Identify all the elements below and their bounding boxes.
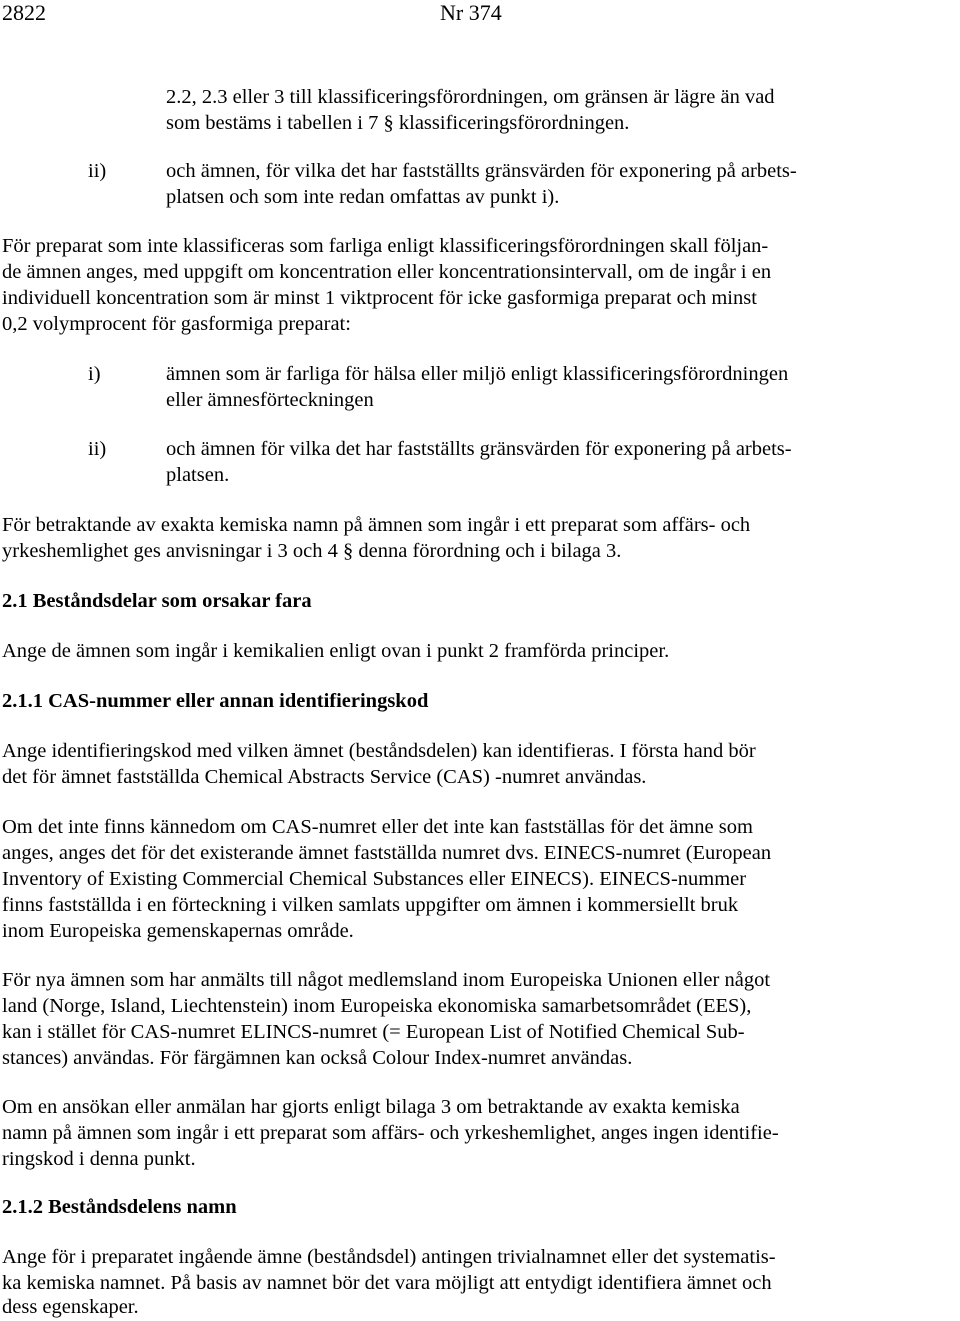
text-line: land (Norge, Island, Liechtenstein) inom Europeiska ekonomiska samarbetsområdet (EES), [2,995,752,1017]
text-line: anges, anges det för det existerande ämnet fastställda numret dvs. EINECS-numret (European [2,842,772,864]
text-line: eller ämnesförteckningen [166,389,374,411]
text-line: ämnen som är farliga för hälsa eller miljö enligt klassificeringsförordningen [166,363,789,385]
text-line: ringskod i denna punkt. [2,1148,196,1170]
text-line: finns fastställda i en förteckning i vilken samlats uppgifter om ämnen i kommersiellt bruk [2,894,739,916]
text-line: namn på ämnen som ingår i ett preparat som affärs- och yrkeshemlighet, anges ingen identifie- [2,1122,779,1144]
text-line: det för ämnet fastställda Chemical Abstracts Service (CAS) -numret användas. [2,766,647,788]
text-line: Ange för i preparatet ingående ämne (beståndsdel) antingen trivialnamnet eller det systematis- [2,1246,776,1268]
text-line: För nya ämnen som har anmälts till något medlemsland inom Europeiska Unionen eller något [2,969,771,991]
page-number: 2822 [2,0,46,25]
text-line: som bestäms i tabellen i 7 § klassificeringsförordningen. [166,112,630,134]
text-line: ka kemiska namnet. På basis av namnet bör det vara möjligt att entydigt identifiera ämnet och [2,1272,772,1294]
text-line: Om det inte finns kännedom om CAS-numret eller det inte kan fastställas för det ämne som [2,816,753,838]
text-line: Ange identifieringskod med vilken ämnet (beståndsdelen) kan identifieras. I första hand bör [2,740,756,762]
text-line: Om en ansökan eller anmälan har gjorts enligt bilaga 3 om betraktande av exakta kemiska [2,1096,740,1118]
section-heading: 2.1 Beståndsdelar som orsakar fara [2,590,312,612]
text-line: inom Europeiska gemenskapernas område. [2,920,354,942]
list-marker: ii) [88,438,107,460]
list-marker: i) [88,363,101,385]
text-line: stances) användas. För färgämnen kan också Colour Index-numret användas. [2,1047,633,1069]
text-line: yrkeshemlighet ges anvisningar i 3 och 4 § denna förordning och i bilaga 3. [2,540,622,562]
issue-number: Nr 374 [440,0,502,25]
text-line: platsen och som inte redan omfattas av punkt i). [166,186,560,208]
text-line: individuell koncentration som är minst 1 viktprocent för icke gasformiga preparat och minst [2,287,757,309]
text-line: Inventory of Existing Commercial Chemical Substances eller EINECS). EINECS-nummer [2,868,747,890]
text-line: de ämnen anges, med uppgift om koncentration eller koncentrationsintervall, om de ingår i en [2,261,772,283]
section-heading: 2.1.1 CAS-nummer eller annan identifieringskod [2,690,429,712]
text-line: dess egenskaper. [2,1296,139,1318]
text-line: och ämnen för vilka det har fastställts gränsvärden för exponering på arbets- [166,438,792,460]
text-line: För preparat som inte klassificeras som farliga enligt klassificeringsförordningen skall följan- [2,235,769,257]
list-marker: ii) [88,160,107,182]
text-line: och ämnen, för vilka det har fastställts gränsvärden för exponering på arbets- [166,160,797,182]
text-line: För betraktande av exakta kemiska namn på ämnen som ingår i ett preparat som affärs- och [2,514,751,536]
text-line: 2.2, 2.3 eller 3 till klassificeringsförordningen, om gränsen är lägre än vad [166,86,775,108]
text-line: kan i stället för CAS-numret ELINCS-numret (= European List of Notified Chemical Sub- [2,1021,745,1043]
text-line: 0,2 volymprocent för gasformiga preparat: [2,313,351,335]
section-heading: 2.1.2 Beståndsdelens namn [2,1196,237,1218]
text-line: platsen. [166,464,230,486]
text-line: Ange de ämnen som ingår i kemikalien enligt ovan i punkt 2 framförda principer. [2,640,670,662]
